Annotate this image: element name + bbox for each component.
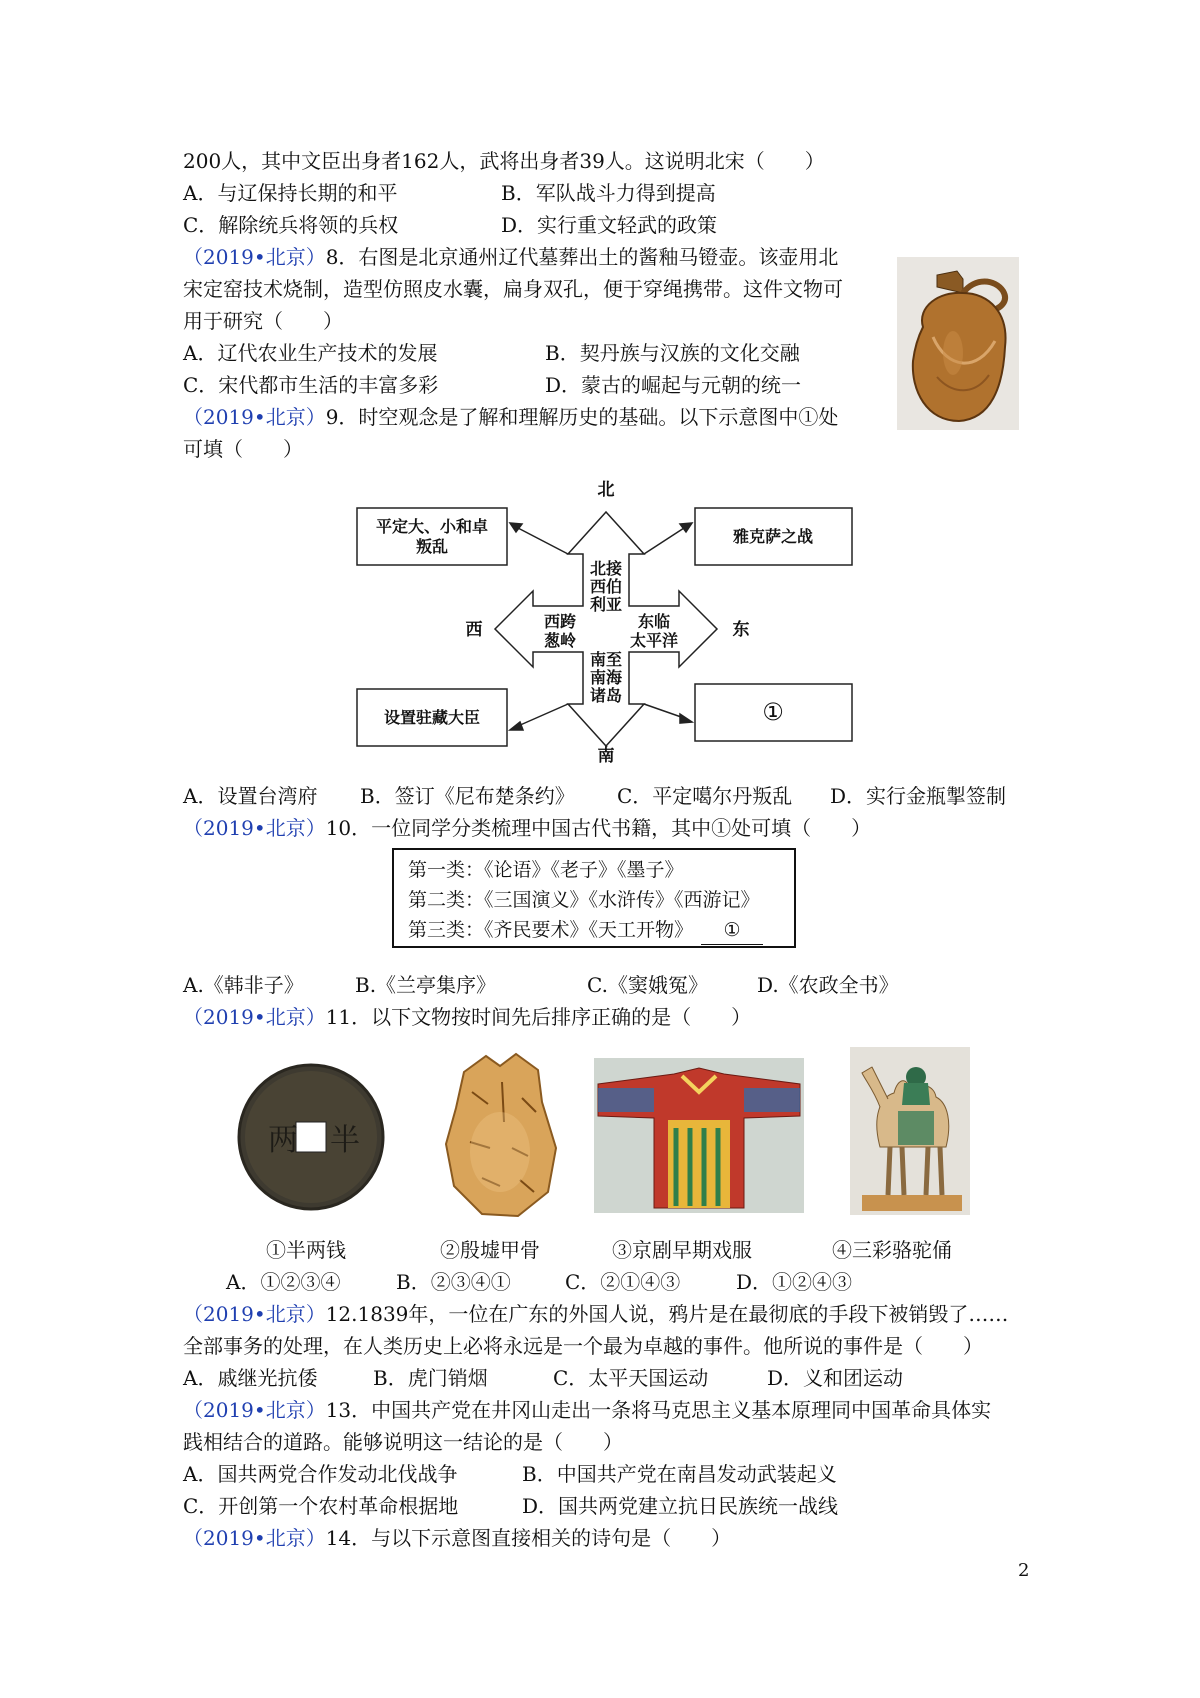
book-category-3: 第三类：《齐民要术》《天工开物》 ① bbox=[408, 916, 763, 945]
caption-banliang: ①半两钱 bbox=[266, 1238, 346, 1262]
q8-stem-line-2: 宋定窑技术烧制，造型仿照皮水囊，扁身双孔，便于穿绳携带。这件文物可 bbox=[183, 277, 843, 301]
compass-north: 北 bbox=[597, 480, 615, 500]
q14-stem: （2019•北京）14．与以下示意图直接相关的诗句是（ ） bbox=[183, 1526, 732, 1550]
q12-source: （2019•北京） bbox=[183, 1302, 326, 1326]
territory-diagram bbox=[350, 470, 860, 770]
book-blank: ① bbox=[701, 916, 763, 945]
arrow-s-text-2: 南海 bbox=[589, 668, 623, 687]
q11-option-b: B．②③④① bbox=[396, 1270, 511, 1294]
q8-stem-line-1: （2019•北京）8．右图是北京通州辽代墓葬出土的酱釉马镫壶。该壶用北 bbox=[183, 245, 839, 269]
q8-option-c: C．宋代都市生活的丰富多彩 bbox=[183, 373, 439, 397]
arrow-e-text-1: 东临 bbox=[637, 612, 671, 631]
arrow-n-text-3: 利亚 bbox=[589, 595, 623, 614]
book-category-table bbox=[392, 848, 796, 948]
q14-source: （2019•北京） bbox=[183, 1526, 326, 1550]
arrow-e-text-2: 太平洋 bbox=[629, 631, 679, 650]
box-northwest-line-1: 平定大、小和卓 bbox=[375, 517, 489, 536]
caption-camel: ④三彩骆驼俑 bbox=[832, 1238, 952, 1262]
q9-option-a: A．设置台湾府 bbox=[183, 784, 318, 808]
q12-option-d: D．义和团运动 bbox=[767, 1366, 904, 1390]
q10-option-d: D.《农政全书》 bbox=[757, 973, 899, 997]
q8-stem-line-3: 用于研究（ ） bbox=[183, 309, 343, 333]
q7-option-d: D．实行重文轻武的政策 bbox=[501, 213, 718, 237]
q10-option-a: A.《韩非子》 bbox=[183, 973, 304, 997]
q12-option-b: B．虎门销烟 bbox=[373, 1366, 488, 1390]
arrow-w-text-2: 葱岭 bbox=[543, 631, 577, 650]
q9-option-d: D．实行金瓶掣签制 bbox=[830, 784, 1007, 808]
q13-stem-line-1: （2019•北京）13．中国共产党在井冈山走出一条将马克思主义基本原理同中国革命具体实 bbox=[183, 1398, 992, 1422]
q8-source: （2019•北京） bbox=[183, 245, 326, 269]
q8-option-a: A．辽代农业生产技术的发展 bbox=[183, 341, 438, 365]
q9-stem-line-2: 可填（ ） bbox=[183, 437, 303, 461]
oracle-bone-photo bbox=[442, 1052, 560, 1218]
arrow-w-text-1: 西跨 bbox=[543, 612, 577, 631]
q7-option-a: A．与辽保持长期的和平 bbox=[183, 181, 398, 205]
q11-option-c: C．②①④③ bbox=[565, 1270, 681, 1294]
compass-west: 西 bbox=[465, 620, 483, 640]
q10-option-b: B.《兰亭集序》 bbox=[355, 973, 497, 997]
box-northeast-text: 雅克萨之战 bbox=[732, 527, 814, 546]
book-category-1: 第一类：《论语》《老子》《墨子》 bbox=[408, 859, 684, 881]
q13-option-a: A．国共两党合作发动北伐战争 bbox=[183, 1462, 458, 1486]
book-category-2: 第二类：《三国演义》《水浒传》《西游记》 bbox=[408, 889, 760, 911]
q10-source: （2019•北京） bbox=[183, 816, 326, 840]
q7-option-c: C．解除统兵将领的兵权 bbox=[183, 213, 399, 237]
q9-stem-line-1: （2019•北京）9．时空观念是了解和理解历史的基础。以下示意图中①处 bbox=[183, 405, 839, 429]
q11-option-d: D．①②④③ bbox=[736, 1270, 853, 1294]
sancai-camel-photo bbox=[850, 1047, 970, 1215]
box-southwest-text: 设置驻藏大臣 bbox=[383, 708, 481, 727]
q7-option-b: B．军队战斗力得到提高 bbox=[501, 181, 716, 205]
compass-south: 南 bbox=[597, 746, 615, 766]
q12-stem-line-1: （2019•北京）12.1839年，一位在广东的外国人说，鸦片是在最彻底的手段下被销毁了…… bbox=[183, 1302, 1009, 1326]
q13-option-c: C．开创第一个农村革命根据地 bbox=[183, 1494, 459, 1518]
q9-option-c: C．平定噶尔丹叛乱 bbox=[617, 784, 793, 808]
q11-source: （2019•北京） bbox=[183, 1005, 326, 1029]
arrow-s-text-1: 南至 bbox=[589, 650, 623, 669]
q11-stem: （2019•北京）11．以下文物按时间先后排序正确的是（ ） bbox=[183, 1005, 752, 1029]
arrow-s-text-3: 诸岛 bbox=[589, 686, 623, 705]
compass-east: 东 bbox=[732, 620, 750, 640]
q10-option-c: C.《窦娥冤》 bbox=[587, 973, 708, 997]
box-southeast-blank: ① bbox=[762, 698, 784, 726]
four-way-arrow bbox=[495, 512, 717, 746]
q7-stem-tail: 200人，其中文臣出身者162人，武将出身者39人。这说明北宋（ ） bbox=[183, 149, 825, 173]
q8-option-d: D．蒙古的崛起与元朝的统一 bbox=[545, 373, 802, 397]
q13-option-b: B．中国共产党在南昌发动武装起义 bbox=[522, 1462, 837, 1486]
coin-char-left: 两 bbox=[268, 1123, 298, 1158]
stirrup-flask-photo bbox=[897, 257, 1019, 430]
q9-option-b: B．签订《尼布楚条约》 bbox=[360, 784, 575, 808]
q10-stem: （2019•北京）10．一位同学分类梳理中国古代书籍，其中①处可填（ ） bbox=[183, 816, 872, 840]
q13-option-d: D．国共两党建立抗日民族统一战线 bbox=[522, 1494, 839, 1518]
q11-option-a: A．①②③④ bbox=[226, 1270, 341, 1294]
arrow-n-text-1: 北接 bbox=[589, 559, 623, 578]
opera-costume-photo bbox=[594, 1058, 804, 1213]
page-number: 2 bbox=[1018, 1560, 1030, 1581]
q12-option-c: C．太平天国运动 bbox=[553, 1366, 709, 1390]
q13-source: （2019•北京） bbox=[183, 1398, 326, 1422]
q8-option-b: B．契丹族与汉族的文化交融 bbox=[545, 341, 800, 365]
banliang-coin-photo bbox=[236, 1062, 386, 1212]
caption-opera-costume: ③京剧早期戏服 bbox=[612, 1238, 752, 1262]
q13-stem-line-2: 践相结合的道路。能够说明这一结论的是（ ） bbox=[183, 1430, 623, 1454]
q9-source: （2019•北京） bbox=[183, 405, 326, 429]
caption-oracle-bone: ②殷墟甲骨 bbox=[440, 1238, 540, 1262]
q12-option-a: A．戚继光抗倭 bbox=[183, 1366, 318, 1390]
box-northwest-line-2: 叛乱 bbox=[415, 537, 449, 556]
coin-char-right: 半 bbox=[330, 1123, 360, 1158]
q12-stem-line-2: 全部事务的处理，在人类历史上必将永远是一个最为卓越的事件。他所说的事件是（ ） bbox=[183, 1334, 983, 1358]
arrow-n-text-2: 西伯 bbox=[589, 577, 623, 596]
